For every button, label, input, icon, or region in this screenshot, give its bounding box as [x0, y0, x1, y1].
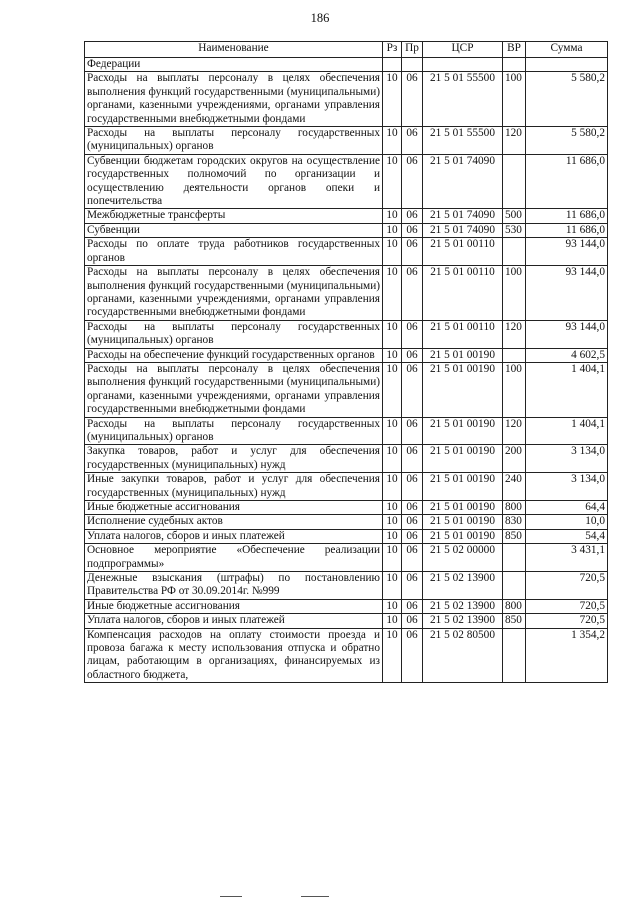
- cell-csr: 21 5 01 00190: [423, 501, 503, 515]
- cell-pr: 06: [402, 473, 423, 501]
- table-row: [85, 572, 608, 600]
- cell-csr: 21 5 01 00190: [423, 473, 503, 501]
- cell-vr: 100: [503, 266, 526, 321]
- cell-name: Расходы на выплаты персоналу государственных (муниципальных) органов: [85, 320, 383, 348]
- header-pr: Пр: [402, 42, 423, 58]
- header-sum: Сумма: [526, 42, 608, 58]
- cell-vr: [503, 544, 526, 572]
- cell-csr: 21 5 01 00110: [423, 238, 503, 266]
- cell-rz: 10: [383, 320, 402, 348]
- table-row: [85, 58, 608, 72]
- cell-sum: [526, 58, 608, 72]
- cell-pr: 06: [402, 515, 423, 529]
- cell-sum: 720,5: [526, 599, 608, 613]
- cell-csr: [423, 58, 503, 72]
- cell-pr: 06: [402, 238, 423, 266]
- cell-pr: 06: [402, 544, 423, 572]
- table-row: [85, 599, 608, 613]
- cell-pr: 06: [402, 154, 423, 209]
- cell-sum: 720,5: [526, 614, 608, 628]
- cell-sum: 93 144,0: [526, 238, 608, 266]
- cell-sum: 11 686,0: [526, 223, 608, 237]
- cell-pr: 06: [402, 599, 423, 613]
- table-row: [85, 501, 608, 515]
- cell-rz: 10: [383, 572, 402, 600]
- cell-vr: [503, 154, 526, 209]
- cell-name: Расходы на выплаты персоналу государственных (муниципальных) органов: [85, 417, 383, 445]
- header-csr: ЦСР: [423, 42, 503, 58]
- table-row: [85, 266, 608, 321]
- cell-sum: 64,4: [526, 501, 608, 515]
- cell-name: Основное мероприятие «Обеспечение реализации подпрограммы»: [85, 544, 383, 572]
- header-rz: Рз: [383, 42, 402, 58]
- cell-csr: 21 5 01 00190: [423, 348, 503, 362]
- cell-csr: 21 5 01 00190: [423, 445, 503, 473]
- cell-name: Расходы на выплаты персоналу в целях обеспечения выполнения функций государственными (муниципальными) органами, казенными учреждениями, органами управления государственными внебюджетными фондами: [85, 362, 383, 417]
- cell-rz: 10: [383, 362, 402, 417]
- table-header-row: [85, 42, 608, 58]
- cell-rz: 10: [383, 209, 402, 223]
- cell-name: Компенсация расходов на оплату стоимости проезда и провоза багажа к месту использования отпуска и обратно лицам, работающим в организациях, финансируемых из областного бюджета,: [85, 628, 383, 683]
- table-row: [85, 515, 608, 529]
- cell-name: Межбюджетные трансферты: [85, 209, 383, 223]
- cell-rz: 10: [383, 266, 402, 321]
- cell-csr: 21 5 01 55500: [423, 127, 503, 155]
- cell-sum: 720,5: [526, 572, 608, 600]
- cell-name: Уплата налогов, сборов и иных платежей: [85, 529, 383, 543]
- cell-pr: 06: [402, 348, 423, 362]
- cell-pr: 06: [402, 417, 423, 445]
- cell-vr: 200: [503, 445, 526, 473]
- cell-vr: 240: [503, 473, 526, 501]
- cell-rz: 10: [383, 238, 402, 266]
- table-row: [85, 628, 608, 683]
- cell-csr: 21 5 01 74090: [423, 223, 503, 237]
- cell-vr: 800: [503, 501, 526, 515]
- cell-name: Расходы на выплаты персоналу в целях обеспечения выполнения функций государственными (муниципальными) органами, казенными учреждениями, органами управления государственными внебюджетными фондами: [85, 72, 383, 127]
- cell-rz: 10: [383, 529, 402, 543]
- cell-vr: 100: [503, 362, 526, 417]
- cell-vr: 120: [503, 320, 526, 348]
- cell-pr: 06: [402, 223, 423, 237]
- table-row: [85, 544, 608, 572]
- cell-name: Уплата налогов, сборов и иных платежей: [85, 614, 383, 628]
- cell-name: Субвенции: [85, 223, 383, 237]
- cell-vr: 100: [503, 72, 526, 127]
- cell-pr: 06: [402, 209, 423, 223]
- table-row: [85, 209, 608, 223]
- cell-rz: 10: [383, 628, 402, 683]
- cell-sum: 1 354,2: [526, 628, 608, 683]
- cell-pr: 06: [402, 628, 423, 683]
- cell-rz: 10: [383, 72, 402, 127]
- footer-line: [220, 896, 242, 897]
- cell-name: Субвенции бюджетам городских округов на осуществление государственных полномочий по организации и осуществлению деятельности органов опеки и попечительства: [85, 154, 383, 209]
- cell-pr: 06: [402, 572, 423, 600]
- cell-sum: 4 602,5: [526, 348, 608, 362]
- cell-rz: 10: [383, 599, 402, 613]
- cell-name: Иные бюджетные ассигнования: [85, 599, 383, 613]
- cell-vr: [503, 572, 526, 600]
- cell-csr: 21 5 01 74090: [423, 154, 503, 209]
- cell-vr: 850: [503, 614, 526, 628]
- cell-csr: 21 5 01 00190: [423, 529, 503, 543]
- cell-rz: 10: [383, 614, 402, 628]
- cell-rz: [383, 58, 402, 72]
- cell-vr: 830: [503, 515, 526, 529]
- cell-sum: 11 686,0: [526, 209, 608, 223]
- header-vr: ВР: [503, 42, 526, 58]
- cell-pr: 06: [402, 501, 423, 515]
- cell-pr: 06: [402, 614, 423, 628]
- cell-pr: 06: [402, 266, 423, 321]
- cell-csr: 21 5 01 55500: [423, 72, 503, 127]
- cell-pr: 06: [402, 72, 423, 127]
- cell-pr: 06: [402, 362, 423, 417]
- cell-csr: 21 5 02 80500: [423, 628, 503, 683]
- cell-rz: 10: [383, 348, 402, 362]
- cell-csr: 21 5 01 00190: [423, 515, 503, 529]
- cell-pr: 06: [402, 529, 423, 543]
- cell-vr: [503, 238, 526, 266]
- cell-csr: 21 5 02 13900: [423, 614, 503, 628]
- header-name: Наименование: [85, 42, 383, 58]
- cell-sum: 5 580,2: [526, 127, 608, 155]
- cell-name: Расходы на выплаты персоналу государственных (муниципальных) органов: [85, 127, 383, 155]
- page-number: 186: [310, 11, 330, 25]
- cell-name: Иные бюджетные ассигнования: [85, 501, 383, 515]
- cell-rz: 10: [383, 544, 402, 572]
- table-row: [85, 614, 608, 628]
- table-row: [85, 72, 608, 127]
- table-row: [85, 238, 608, 266]
- table-row: [85, 348, 608, 362]
- cell-sum: 1 404,1: [526, 417, 608, 445]
- budget-table: [84, 41, 608, 683]
- table-row: [85, 127, 608, 155]
- cell-rz: 10: [383, 223, 402, 237]
- cell-sum: 93 144,0: [526, 320, 608, 348]
- cell-sum: 1 404,1: [526, 362, 608, 417]
- table-row: [85, 223, 608, 237]
- cell-rz: 10: [383, 515, 402, 529]
- cell-csr: 21 5 01 74090: [423, 209, 503, 223]
- cell-sum: 5 580,2: [526, 72, 608, 127]
- table-row: [85, 154, 608, 209]
- cell-vr: [503, 628, 526, 683]
- cell-rz: 10: [383, 154, 402, 209]
- cell-name: Закупка товаров, работ и услуг для обеспечения государственных (муниципальных) нужд: [85, 445, 383, 473]
- cell-vr: 800: [503, 599, 526, 613]
- cell-pr: [402, 58, 423, 72]
- cell-csr: 21 5 01 00110: [423, 266, 503, 321]
- cell-vr: 120: [503, 417, 526, 445]
- table-row: [85, 529, 608, 543]
- cell-pr: 06: [402, 445, 423, 473]
- cell-name: Иные закупки товаров, работ и услуг для обеспечения государственных (муниципальных) нужд: [85, 473, 383, 501]
- cell-name: Федерации: [85, 58, 383, 72]
- cell-sum: 93 144,0: [526, 266, 608, 321]
- cell-rz: 10: [383, 417, 402, 445]
- table-row: [85, 320, 608, 348]
- cell-csr: 21 5 02 13900: [423, 599, 503, 613]
- cell-vr: [503, 348, 526, 362]
- cell-csr: 21 5 01 00110: [423, 320, 503, 348]
- cell-pr: 06: [402, 127, 423, 155]
- cell-rz: 10: [383, 445, 402, 473]
- cell-pr: 06: [402, 320, 423, 348]
- cell-name: Расходы на выплаты персоналу в целях обеспечения выполнения функций государственными (муниципальными) органами, казенными учреждениями, органами управления государственными внебюджетными фондами: [85, 266, 383, 321]
- table-row: [85, 473, 608, 501]
- cell-sum: 3 134,0: [526, 445, 608, 473]
- cell-sum: 3 431,1: [526, 544, 608, 572]
- cell-name: Денежные взыскания (штрафы) по постановлению Правительства РФ от 30.09.2014г. №999: [85, 572, 383, 600]
- cell-vr: [503, 58, 526, 72]
- cell-vr: 120: [503, 127, 526, 155]
- cell-vr: 500: [503, 209, 526, 223]
- cell-sum: 10,0: [526, 515, 608, 529]
- cell-csr: 21 5 01 00190: [423, 362, 503, 417]
- cell-rz: 10: [383, 127, 402, 155]
- cell-sum: 54,4: [526, 529, 608, 543]
- table-row: [85, 362, 608, 417]
- cell-csr: 21 5 01 00190: [423, 417, 503, 445]
- table-row: [85, 417, 608, 445]
- cell-sum: 3 134,0: [526, 473, 608, 501]
- cell-sum: 11 686,0: [526, 154, 608, 209]
- cell-name: Расходы на обеспечение функций государственных органов: [85, 348, 383, 362]
- cell-name: Исполнение судебных актов: [85, 515, 383, 529]
- cell-vr: 530: [503, 223, 526, 237]
- cell-vr: 850: [503, 529, 526, 543]
- cell-csr: 21 5 02 00000: [423, 544, 503, 572]
- table-row: [85, 445, 608, 473]
- cell-rz: 10: [383, 501, 402, 515]
- footer-line: [301, 896, 329, 897]
- cell-rz: 10: [383, 473, 402, 501]
- cell-csr: 21 5 02 13900: [423, 572, 503, 600]
- cell-name: Расходы по оплате труда работников государственных органов: [85, 238, 383, 266]
